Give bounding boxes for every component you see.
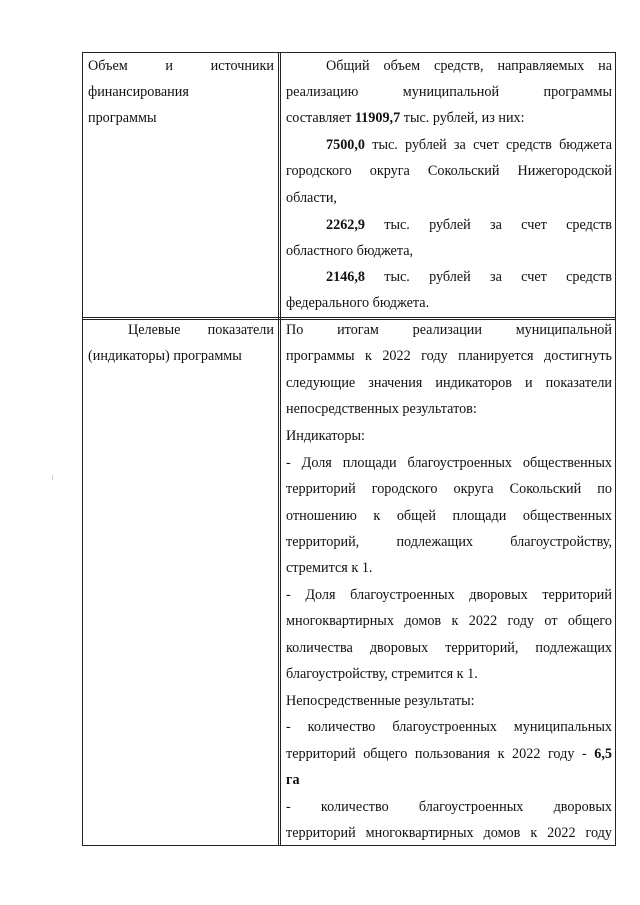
indicator2-line4: благоустройству, стремится к 1. bbox=[286, 666, 478, 682]
result1-line2: территорий общего пользования к 2022 году - 6,5 bbox=[286, 746, 612, 762]
funding-federal-amount: 2146,8 bbox=[326, 269, 366, 285]
funding-total-line2: реализацию муниципальной программы bbox=[286, 84, 612, 100]
row1-label-line1: Объем и источники bbox=[88, 58, 274, 74]
scan-artifact bbox=[52, 475, 53, 480]
row1-label-line3: программы bbox=[88, 110, 157, 126]
result2-line2: территорий многоквартирных домов к 2022 году bbox=[286, 825, 612, 841]
row2-label-line2: (индикаторы) программы bbox=[88, 348, 242, 364]
funding-total-amount: 11909,7 bbox=[354, 110, 401, 126]
row2-label-line1: Целевые показатели bbox=[128, 322, 274, 338]
indicator1-line3: отношению к общей площади общественных bbox=[286, 508, 612, 524]
result1-area-unit: га bbox=[286, 772, 300, 788]
row1-label-line2: финансирования bbox=[88, 84, 189, 100]
funding-regional-line2: областного бюджета, bbox=[286, 243, 414, 259]
indicator2-line2: многоквартирных домов к 2022 году от общего bbox=[286, 613, 612, 629]
column-divider-inner bbox=[278, 53, 279, 845]
funding-local-line1: 7500,0 тыс. рублей за счет средств бюджета bbox=[326, 137, 612, 153]
indicators-heading: Индикаторы: bbox=[286, 428, 365, 444]
result1-line1: - количество благоустроенных муниципальных bbox=[286, 719, 612, 735]
result1-line3 bbox=[286, 767, 612, 794]
result1-area-value: 6,5 bbox=[594, 746, 612, 762]
result2-line1: - количество благоустроенных дворовых bbox=[286, 799, 612, 815]
funding-regional-amount: 2262,9 bbox=[326, 217, 366, 233]
targets-intro-line2: программы к 2022 году планируется достигнуть bbox=[286, 348, 612, 364]
targets-intro-line4: непосредственных результатов: bbox=[286, 401, 477, 417]
targets-intro-line3: следующие значения индикаторов и показатели bbox=[286, 375, 612, 391]
funding-local-amount: 7500,0 bbox=[326, 137, 366, 153]
funding-federal-line2: федерального бюджета. bbox=[286, 295, 430, 311]
targets-intro-line1: По итогам реализации муниципальной bbox=[286, 322, 612, 338]
indicator1-line1: - Доля площади благоустроенных общественных bbox=[286, 455, 612, 471]
funding-local-line3: области, bbox=[286, 190, 337, 206]
indicator2-line1: - Доля благоустроенных дворовых территорий bbox=[286, 587, 612, 603]
funding-federal-line1: 2146,8 тыс. рублей за счет средств bbox=[326, 269, 612, 285]
indicator1-line2: территорий городского округа Сокольский по bbox=[286, 481, 612, 497]
indicator1-line4: территорий, подлежащих благоустройству, bbox=[286, 534, 612, 550]
funding-regional-line1: 2262,9 тыс. рублей за счет средств bbox=[326, 217, 612, 233]
results-heading: Непосредственные результаты: bbox=[286, 693, 475, 709]
indicator1-line5: стремится к 1. bbox=[286, 560, 373, 576]
funding-total-line3: составляет 11909,7 тыс. рублей, из них: bbox=[286, 110, 525, 126]
funding-local-line2: городского округа Сокольский Нижегородской bbox=[286, 163, 612, 179]
column-divider bbox=[280, 53, 281, 845]
funding-total-line1: Общий объем средств, направляемых на bbox=[326, 58, 612, 74]
indicator2-line3: количества дворовых территорий, подлежащих bbox=[286, 640, 612, 656]
